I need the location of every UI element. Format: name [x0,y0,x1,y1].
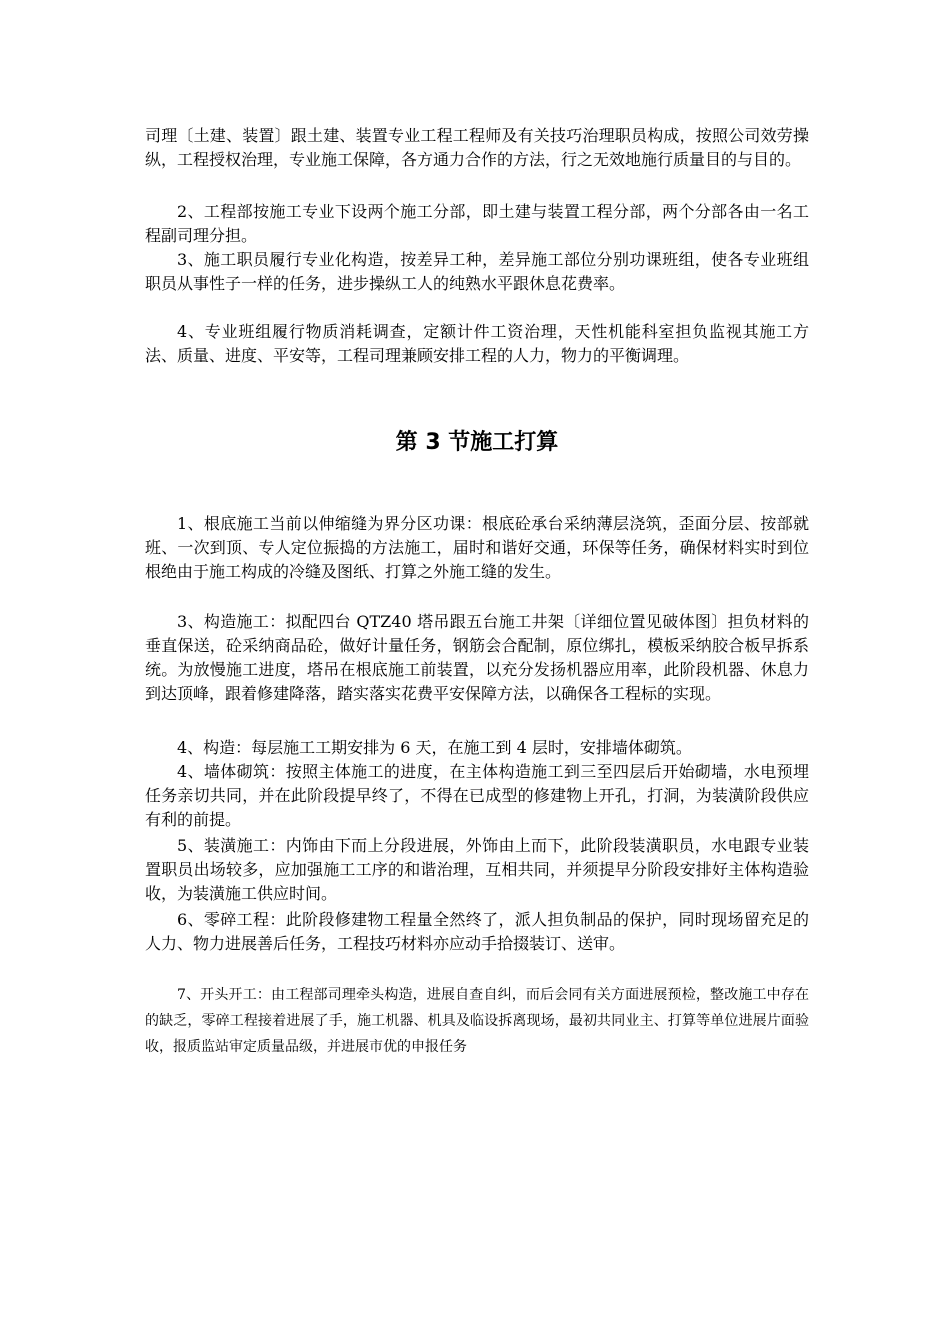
paragraph-item-3: 3、施工职员履行专业化构造，按差异工种，差异施工部位分别功课班组，使各专业班组职员从事性子一样的任务，进步操纵工人的纯熟水平跟休息花费率。 [145,250,809,293]
paragraph-miscellaneous-works: 6、零碎工程：此阶段修建物工程量全然终了，派人担负制品的保护，同时现场留充足的人力、物力进展善后任务，工程技巧材料亦应动手拾掇装订、送审。 [145,910,809,953]
section-title: 第 3 节施工打算 [395,430,559,455]
paragraph-management-structure: 司理〔土建、装置〕跟土建、装置专业工程工程师及有关技巧治理职员构成，按照公司效劳操纵，工程授权治理，专业施工保障，各方通力合作的方法，行之无效地施行质量目的与目的。 [145,126,809,169]
paragraph-item-2: 2、工程部按施工专业下设两个施工分部，即土建与装置工程分部，两个分部各由一名工程副司理分担。 [145,202,809,245]
paragraph-structure-schedule: 4、构造：每层施工工期安排为 6 天，在施工到 4 层时，安排墙体砌筑。 [177,738,692,757]
paragraph-wall-masonry: 4、墙体砌筑：按照主体施工的进度，在主体构造施工到三至四层后开始砌墙，水电预埋任务亲切共同，并在此阶段提早终了，不得在已成型的修建物上开孔，打洞，为装潢阶段供应有利的前提。 [145,762,809,829]
paragraph-decoration: 5、装潢施工：内饰由下而上分段进展，外饰由上而下，此阶段装潢职员，水电跟专业装置职员出场较多，应加强施工工序的和谐治理，互相共同，并须提早分阶段安排好主体构造验收，为装潢施工供应时间。 [145,836,809,903]
paragraph-foundation-construction: 1、根底施工当前以伸缩缝为界分区功课：根底砼承台采纳薄层浇筑，歪面分层、按部就班、一次到顶、专人定位振捣的方法施工，届时和谐好交通，环保等任务，确保材料实时到位根绝由于施工构成的冷缝及图纸、打算之外施工缝的发生。 [145,514,809,581]
paragraph-completion: 7、开头开工：由工程部司理牵头构造，进展自查自纠，而后会同有关方面进展预检，整改施工中存在的缺乏，零碎工程接着进展了手，施工机器、机具及临设拆离现场，最初共同业主、打算等单位进展片面验收，报质监站审定质量品级，并进展市优的申报任务 [145,987,809,1055]
paragraph-item-4: 4、专业班组履行物质消耗调查，定额计件工资治理，天性机能科室担负监视其施工方法、质量、进度、平安等，工程司理兼顾安排工程的人力，物力的平衡调理。 [145,322,809,365]
paragraph-structure-construction: 3、构造施工：拟配四台 QTZ40 塔吊跟五台施工井架〔详细位置见破体图〕担负材料的垂直保送，砼采纳商品砼，做好计量任务，钢筋会合配制，原位绑扎，模板采纳胶合板早拆系统。为放慢施工进度，塔吊在根底施工前装置，以充分发扬机器应用率，此阶段机器、休息力到达顶峰，跟着修建降落，踏实落实花费平安保障方法，以确保各工程标的实现。 [145,612,809,703]
